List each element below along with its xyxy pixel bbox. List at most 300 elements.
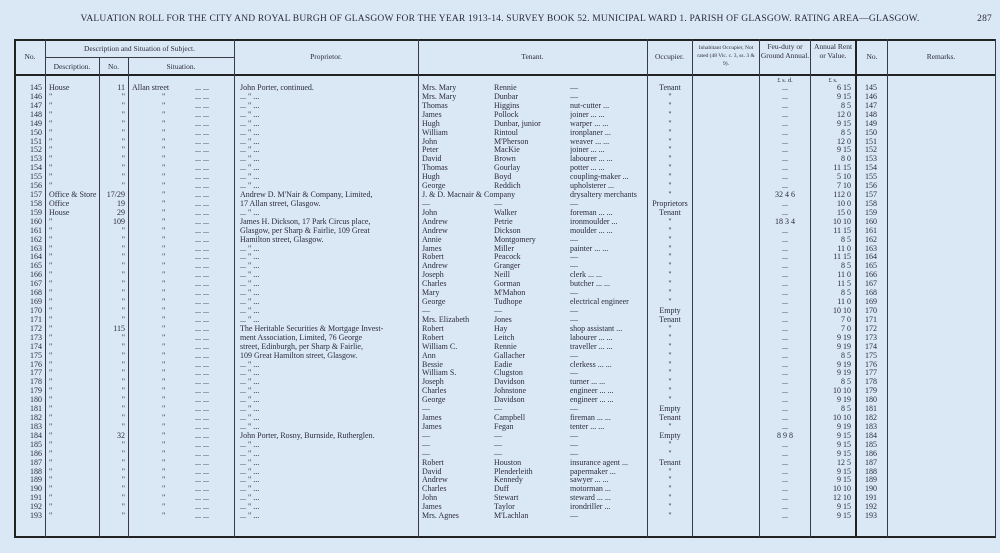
proprietor: The Heritable Securities & Mortgage Invest- — [240, 323, 384, 333]
proprietor: ... " ... — [240, 377, 260, 387]
situation: " — [162, 306, 166, 315]
leader-dots: ... ... — [195, 198, 209, 208]
annual-rent: 10 10 — [833, 216, 851, 226]
proprietor: ... " ... — [240, 172, 260, 182]
tenant-surname: — — [494, 430, 502, 440]
occupier: " — [668, 386, 672, 396]
situation: " — [162, 493, 166, 503]
tenant-first-name: James — [422, 243, 442, 253]
situation: " — [162, 368, 166, 378]
annual-rent: 9 15 — [837, 466, 851, 476]
situation: " — [162, 91, 166, 101]
situation: " — [162, 332, 166, 342]
leader-dots: ... ... — [195, 314, 209, 324]
leader-dots: ... ... — [195, 502, 209, 512]
group-rule — [45, 57, 234, 58]
description: " — [49, 172, 53, 182]
street-number: " — [121, 100, 125, 110]
tenant-first-name: David — [422, 466, 442, 476]
tenant-first-name: Joseph — [422, 270, 444, 280]
tenant-first-name: Mrs. Mary — [422, 91, 457, 101]
feu-duty: ... — [782, 377, 788, 387]
feu-duty: ... — [782, 136, 788, 146]
table-row — [0, 377, 1000, 386]
description: " — [49, 430, 53, 440]
proprietor: ... " ... — [240, 484, 260, 494]
feu-duty: ... — [782, 100, 788, 110]
proprietor: ... " ... — [240, 145, 260, 155]
proprietor: ... " ... — [240, 136, 260, 146]
entry-number-right: 168 — [865, 288, 877, 298]
leader-dots: ... ... — [195, 243, 209, 253]
entry-number-right: 158 — [865, 198, 877, 208]
entry-number: 173 — [30, 332, 42, 342]
street-number: 29 — [117, 207, 125, 217]
description: Office & Store — [49, 190, 97, 200]
occupier: " — [668, 154, 672, 164]
entry-number-right: 152 — [865, 145, 877, 155]
tenant-first-name: Robert — [422, 457, 444, 467]
street-number: " — [121, 252, 125, 262]
street-number: 17/29 — [106, 190, 125, 200]
description: " — [49, 234, 53, 244]
street-number: " — [121, 359, 125, 369]
leader-dots: ... ... — [195, 350, 209, 360]
entry-number: 169 — [30, 297, 42, 307]
proprietor: James H. Dickson, 17 Park Circus place, — [240, 216, 371, 226]
street-number: " — [121, 154, 125, 164]
tenant-occupation: foreman ... ... — [570, 207, 613, 217]
street-number: " — [121, 421, 125, 431]
entry-number: 151 — [30, 136, 42, 146]
situation: " — [162, 190, 166, 200]
tenant-first-name: Ann — [422, 350, 436, 360]
leader-dots: ... ... — [195, 100, 209, 110]
entry-number: 179 — [30, 386, 42, 396]
feu-duty: ... — [782, 395, 788, 405]
situation: " — [162, 413, 166, 423]
annual-rent: 6 15 — [837, 83, 851, 92]
tenant-surname: Kennedy — [494, 475, 523, 485]
leader-dots: ... ... — [195, 332, 209, 342]
tenant-first-name: Andrew — [422, 216, 448, 226]
situation: " — [162, 484, 166, 494]
annual-rent: 11 0 — [837, 243, 851, 253]
table-row — [0, 458, 1000, 467]
header-description: Description. — [53, 62, 91, 71]
occupier: " — [668, 216, 672, 226]
occupier: " — [668, 511, 672, 521]
entry-number: 159 — [30, 207, 42, 217]
entry-number-right: 193 — [865, 511, 877, 521]
leader-dots: ... ... — [195, 421, 209, 431]
entry-number-right: 181 — [865, 404, 877, 414]
situation: " — [162, 100, 166, 110]
tenant-first-name: William — [422, 127, 448, 137]
description: " — [49, 288, 53, 298]
header-tenant: Tenant. — [521, 52, 544, 61]
proprietor: ... " ... — [240, 109, 260, 119]
leader-dots: ... ... — [195, 270, 209, 280]
proprietor: ... " ... — [240, 386, 260, 396]
street-number: " — [121, 511, 125, 521]
table-row — [0, 154, 1000, 163]
table-row — [0, 119, 1000, 128]
occupier: Tenant — [659, 457, 681, 467]
occupier: Empty — [659, 404, 681, 414]
tenant-first-name: Charles — [422, 279, 447, 289]
annual-rent: 9 15 — [837, 91, 851, 101]
entry-number: 191 — [30, 493, 42, 503]
street-number: " — [121, 341, 125, 351]
description: " — [49, 252, 53, 262]
tenant-occupation: potter ... ... — [570, 163, 605, 173]
occupier: Tenant — [659, 413, 681, 423]
table-row — [0, 351, 1000, 360]
table-row — [0, 190, 1000, 199]
street-number: " — [121, 475, 125, 485]
situation: " — [162, 395, 166, 405]
tenant-occupation: — — [570, 234, 578, 244]
proprietor: ... " ... — [240, 493, 260, 503]
feu-duty: ... — [782, 252, 788, 262]
tenant-surname: Tudhope — [494, 297, 523, 307]
situation: " — [162, 234, 166, 244]
street-number: " — [121, 261, 125, 271]
tenant-occupation: joiner ... ... — [570, 145, 605, 155]
occupier: " — [668, 395, 672, 405]
table-row — [0, 493, 1000, 502]
table-row — [0, 101, 1000, 110]
table-row — [0, 333, 1000, 342]
situation: " — [162, 154, 166, 164]
annual-rent: 11 5 — [837, 279, 851, 289]
table-row — [0, 413, 1000, 422]
annual-rent: 11 15 — [833, 163, 851, 173]
tenant-occupation: turner ... ... — [570, 377, 606, 387]
entry-number: 186 — [30, 448, 42, 458]
tenant-first-name: Mrs. Mary — [422, 83, 457, 92]
table-row — [0, 502, 1000, 511]
entry-number: 148 — [30, 109, 42, 119]
entry-number: 155 — [30, 172, 42, 182]
street-number: " — [121, 386, 125, 396]
tenant-first-name: John — [422, 207, 438, 217]
tenant-first-name: David — [422, 154, 442, 164]
description: " — [49, 91, 53, 101]
tenant-first-name: Peter — [422, 145, 439, 155]
tenant-surname: M'Pherson — [494, 136, 529, 146]
annual-rent: 9 15 — [837, 430, 851, 440]
tenant-surname: — — [494, 404, 502, 414]
street-number: " — [121, 225, 125, 235]
tenant-occupation: ironmoulder ... — [570, 216, 618, 226]
table-row — [0, 83, 1000, 92]
annual-rent: 7 0 — [841, 314, 851, 324]
tenant-surname: Gourlay — [494, 163, 521, 173]
entry-number-right: 191 — [865, 493, 877, 503]
description: " — [49, 145, 53, 155]
tenant-occupation: clerk ... ... — [570, 270, 602, 280]
annual-rent: 9 15 — [837, 448, 851, 458]
tenant-occupation: upholsterer ... — [570, 181, 614, 191]
leader-dots: ... ... — [195, 368, 209, 378]
table-row — [0, 244, 1000, 253]
annual-rent: 9 19 — [837, 332, 851, 342]
description: " — [49, 100, 53, 110]
entry-number-right: 182 — [865, 413, 877, 423]
tenant-surname: Rennie — [494, 341, 517, 351]
occupier: " — [668, 493, 672, 503]
tenant-surname: Montgomery — [494, 234, 536, 244]
table-row — [0, 324, 1000, 333]
entry-number-right: 170 — [865, 306, 877, 315]
entry-number-right: 187 — [865, 457, 877, 467]
tenant-occupation: — — [570, 252, 578, 262]
header-inhabitant: Inhabitant Occupier, Not rated (48 Vic. c. 3, ss. 3 & 9). — [697, 45, 755, 67]
header-desc-group: Description and Situation of Subject. — [83, 44, 196, 53]
leader-dots: ... ... — [195, 83, 209, 92]
leader-dots: ... ... — [195, 127, 209, 137]
feu-units: £ s. d. — [777, 77, 793, 84]
leader-dots: ... ... — [195, 404, 209, 414]
description: " — [49, 377, 53, 387]
street-number: " — [121, 91, 125, 101]
occupier: " — [668, 439, 672, 449]
situation: Allan street — [132, 83, 170, 92]
feu-duty: ... — [782, 270, 788, 280]
annual-rent: 8 5 — [841, 100, 851, 110]
situation: " — [162, 502, 166, 512]
entry-number: 178 — [30, 377, 42, 387]
entry-number-right: 173 — [865, 332, 877, 342]
description: " — [49, 270, 53, 280]
proprietor: ... " ... — [240, 154, 260, 164]
entry-number: 176 — [30, 359, 42, 369]
proprietor: ... " ... — [240, 261, 260, 271]
tenant-first-name: Bessie — [422, 359, 443, 369]
situation: " — [162, 350, 166, 360]
leader-dots: ... ... — [195, 288, 209, 298]
situation: " — [162, 314, 166, 324]
proprietor: 109 Great Hamilton street, Glasgow. — [240, 350, 358, 360]
feu-duty: ... — [782, 314, 788, 324]
entry-number: 160 — [30, 216, 42, 226]
street-number: " — [121, 448, 125, 458]
leader-dots: ... ... — [195, 225, 209, 235]
occupier: Tenant — [659, 207, 681, 217]
annual-rent: 8 5 — [841, 127, 851, 137]
tenant-first-name: Robert — [422, 323, 444, 333]
table-row — [0, 261, 1000, 270]
annual-rent: 9 19 — [837, 359, 851, 369]
header-remarks: Remarks. — [926, 52, 956, 61]
tenant-surname: — — [494, 439, 502, 449]
tenant-surname: Miller — [494, 243, 514, 253]
table-row — [0, 252, 1000, 261]
street-number: " — [121, 439, 125, 449]
entry-number: 149 — [30, 118, 42, 128]
tenant-occupation: labourer ... ... — [570, 154, 613, 164]
header-annual-rent: Annual Rent or Value. — [813, 42, 853, 60]
description: Office — [49, 198, 70, 208]
occupier: " — [668, 127, 672, 137]
tenant-occupation: — — [570, 306, 578, 315]
situation: " — [162, 261, 166, 271]
occupier: " — [668, 136, 672, 146]
street-number: " — [121, 457, 125, 467]
annual-rent: 10 10 — [833, 413, 851, 423]
description: " — [49, 475, 53, 485]
annual-rent: 5 10 — [837, 172, 851, 182]
occupier: Proprietors — [652, 198, 688, 208]
feu-duty: ... — [782, 341, 788, 351]
feu-duty: ... — [782, 332, 788, 342]
tenant-surname: Campbell — [494, 413, 526, 423]
annual-rent: 11 0 — [837, 270, 851, 280]
situation: " — [162, 404, 166, 414]
leader-dots: ... ... — [195, 377, 209, 387]
feu-duty: ... — [782, 288, 788, 298]
occupier: " — [668, 109, 672, 119]
occupier: " — [668, 475, 672, 485]
occupier: " — [668, 270, 672, 280]
description: " — [49, 493, 53, 503]
table-row — [0, 199, 1000, 208]
annual-rent: 11 15 — [833, 225, 851, 235]
annual-rent: 9 19 — [837, 395, 851, 405]
table-bottom-rule — [14, 536, 996, 538]
leader-dots: ... ... — [195, 359, 209, 369]
entry-number-right: 178 — [865, 377, 877, 387]
annual-rent: 9 15 — [837, 475, 851, 485]
street-number: " — [121, 288, 125, 298]
situation: " — [162, 109, 166, 119]
table-row — [0, 235, 1000, 244]
street-number: " — [121, 395, 125, 405]
tenant-surname: Boyd — [494, 172, 512, 182]
table-row — [0, 422, 1000, 431]
leader-dots: ... ... — [195, 154, 209, 164]
proprietor: ... " ... — [240, 127, 260, 137]
entry-number-right: 184 — [865, 430, 877, 440]
tenant-surname: Dickson — [494, 225, 521, 235]
feu-duty: ... — [782, 181, 788, 191]
tenant-surname: Gorman — [494, 279, 521, 289]
street-number: 115 — [113, 323, 125, 333]
entry-number: 193 — [30, 511, 42, 521]
occupier: Empty — [659, 306, 681, 315]
situation: " — [162, 386, 166, 396]
annual-rent: 11 0 — [837, 297, 851, 307]
leader-dots: ... ... — [195, 493, 209, 503]
tenant-surname: Fegan — [494, 421, 514, 431]
tenant-occupation: — — [570, 439, 578, 449]
street-number: " — [121, 368, 125, 378]
tenant-occupation: — — [570, 288, 578, 298]
proprietor: street, Edinburgh, per Sharp & Fairlie, — [240, 341, 363, 351]
leader-dots: ... ... — [195, 172, 209, 182]
proprietor: ... " ... — [240, 270, 260, 280]
feu-duty: ... — [782, 475, 788, 485]
description: " — [49, 306, 53, 315]
tenant-occupation: — — [570, 368, 578, 378]
occupier: " — [668, 145, 672, 155]
situation: " — [162, 288, 166, 298]
table-row — [0, 297, 1000, 306]
proprietor: ... " ... — [240, 100, 260, 110]
street-number: " — [121, 502, 125, 512]
tenant-first-name: James — [422, 413, 442, 423]
entry-number-right: 157 — [865, 190, 877, 200]
situation: " — [162, 118, 166, 128]
table-row — [0, 395, 1000, 404]
occupier: " — [668, 341, 672, 351]
tenant-occupation: tenter ... ... — [570, 421, 605, 431]
leader-dots: ... ... — [195, 190, 209, 200]
proprietor: Andrew D. M'Nair & Company, Limited, — [240, 190, 373, 200]
occupier: " — [668, 234, 672, 244]
situation: " — [162, 198, 166, 208]
leader-dots: ... ... — [195, 395, 209, 405]
occupier: " — [668, 323, 672, 333]
proprietor: Hamilton street, Glasgow. — [240, 234, 324, 244]
occupier: " — [668, 163, 672, 173]
tenant-surname: Neill — [494, 270, 510, 280]
proprietor: 17 Allan street, Glasgow. — [240, 198, 321, 208]
occupier: " — [668, 297, 672, 307]
situation: " — [162, 163, 166, 173]
occupier: " — [668, 243, 672, 253]
occupier: " — [668, 91, 672, 101]
tenant-first-name: Robert — [422, 332, 444, 342]
header-proprietor: Proprietor. — [310, 52, 342, 61]
entry-number: 168 — [30, 288, 42, 298]
description: " — [49, 439, 53, 449]
street-number: " — [121, 145, 125, 155]
description: " — [49, 457, 53, 467]
description: " — [49, 297, 53, 307]
description: House — [49, 83, 70, 92]
leader-dots: ... ... — [195, 145, 209, 155]
description: " — [49, 341, 53, 351]
table-row — [0, 484, 1000, 493]
entry-number: 157 — [30, 190, 42, 200]
feu-duty: ... — [782, 225, 788, 235]
street-number: " — [121, 466, 125, 476]
tenant-surname: Dunbar — [494, 91, 518, 101]
entry-number-right: 160 — [865, 216, 877, 226]
street-number: 11 — [117, 83, 125, 92]
feu-duty: ... — [782, 279, 788, 289]
leader-dots: ... ... — [195, 475, 209, 485]
tenant-first-name: — — [422, 439, 430, 449]
entry-number: 146 — [30, 91, 42, 101]
entry-number: 163 — [30, 243, 42, 253]
tenant-surname: Rintoul — [494, 127, 519, 137]
tenant-surname: Rennie — [494, 83, 517, 92]
street-number: " — [121, 234, 125, 244]
description: " — [49, 216, 53, 226]
tenant-occupation: — — [570, 198, 578, 208]
entry-number-right: 161 — [865, 225, 877, 235]
tenant-occupation: — — [570, 430, 578, 440]
entry-number-right: 172 — [865, 323, 877, 333]
table-row — [0, 172, 1000, 181]
street-number: 32 — [117, 430, 125, 440]
situation: " — [162, 511, 166, 521]
feu-duty: ... — [782, 493, 788, 503]
